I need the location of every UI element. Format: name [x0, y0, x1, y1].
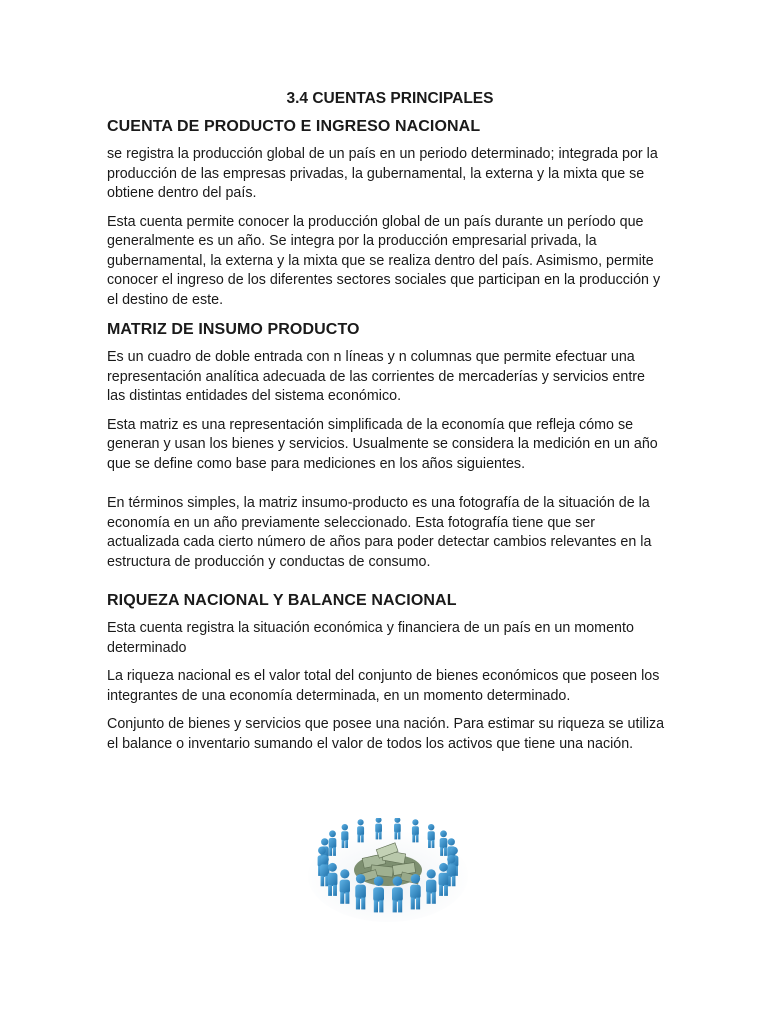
document-page: [107, 90, 667, 762]
document-title: 3.4 CUENTAS PRINCIPALES: [286, 90, 494, 107]
section-heading-producto-ingreso: CUENTA DE PRODUCTO E INGRESO NACIONAL: [107, 118, 481, 135]
paragraph: Esta matriz es una representación simplificada de la economía que refleja cómo se generan y usan los bienes y servicios. Usualmente se considera la medición en un año que se define como base para mediciones en los años siguientes.: [107, 416, 658, 472]
section-heading-riqueza-balance: RIQUEZA NACIONAL Y BALANCE NACIONAL: [107, 592, 457, 609]
paragraph: Esta cuenta permite conocer la producción global de un país durante un período que generalmente es un año. Se integra por la producción empresarial privada, la gubernamental, la externa y la mixta que se realiza dentro del país. Asimismo, permite conocer el ingreso de los diferentes sectores sociales que participan en la producción y el destino de este.: [107, 213, 661, 308]
paragraph: La riqueza nacional es el valor total del conjunto de bienes económicos que poseen los integrantes de una economía determinada, en un momento determinado.: [107, 668, 660, 704]
section-heading-matriz-insumo: MATRIZ DE INSUMO PRODUCTO: [107, 321, 360, 338]
paragraph: Esta cuenta registra la situación económica y financiera de un país en un momento determinado: [107, 620, 634, 656]
paragraph: se registra la producción global de un país en un periodo determinado; integrada por la producción de las empresas privadas, la gubernamental, la externa y la mixta que se obtiene dentro del país.: [107, 146, 658, 201]
people-circle-around-money-icon: [305, 818, 471, 926]
paragraph: Conjunto de bienes y servicios que posee una nación. Para estimar su riqueza se utiliza el balance o inventario sumando el valor de todos los activos que tiene una nación.: [107, 716, 665, 752]
paragraph: En términos simples, la matriz insumo-producto es una fotografía de la situación de la economía en un año previamente seleccionado. Esta fotografía tiene que ser actualizada cada cierto número de años para poder detectar cambios relevantes en la estructura de producción y conductas de consumo.: [107, 495, 652, 570]
paragraph: Es un cuadro de doble entrada con n líneas y n columnas que permite efectuar una representación analítica adecuada de las corrientes de mercaderías y servicios entre las distintas entidades del sistema económico.: [107, 349, 646, 404]
